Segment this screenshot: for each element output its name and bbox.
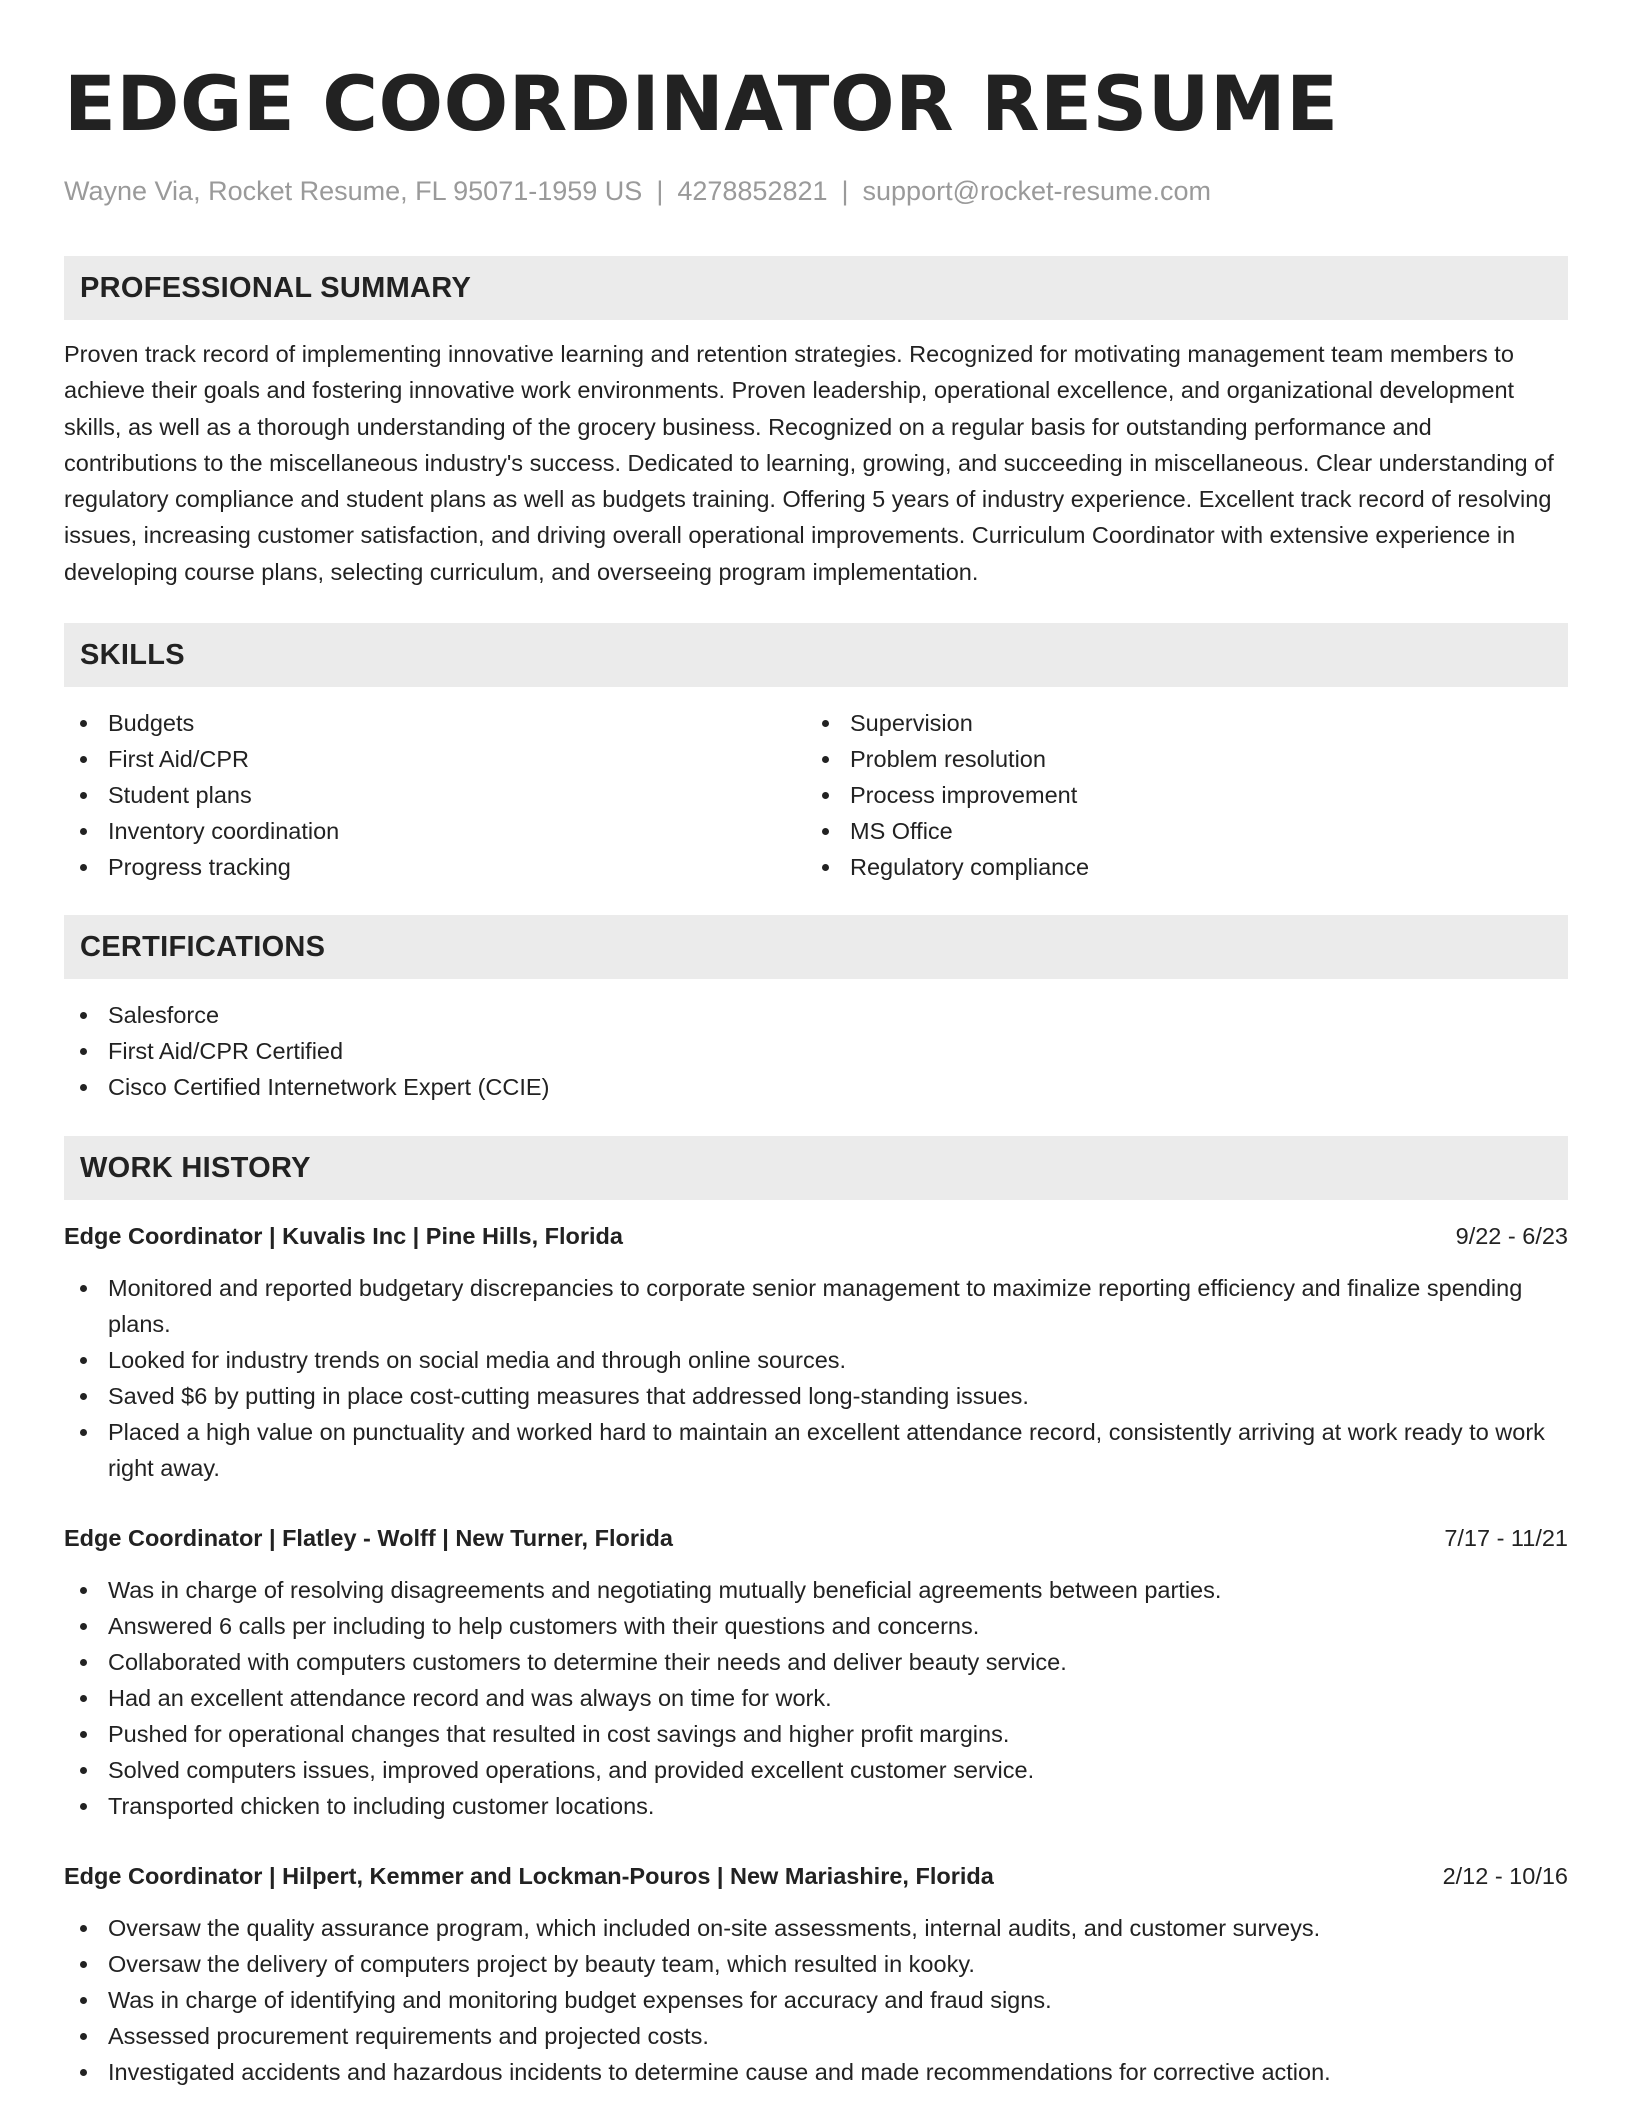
skill-item: Budgets [64, 705, 806, 741]
job-bullet: Assessed procurement requirements and projected costs. [64, 2018, 1568, 2054]
contact-address: Wayne Via, Rocket Resume, FL 95071-1959 US [64, 176, 643, 206]
job-bullet: Collaborated with computers customers to determine their needs and deliver beauty service. [64, 1644, 1568, 1680]
resume-title: EDGE COORDINATOR RESUME [64, 59, 1339, 148]
job-header [64, 1858, 1568, 1894]
job-bullet: Pushed for operational changes that resulted in cost savings and higher profit margins. [64, 1716, 1568, 1752]
job-entry [64, 1218, 1568, 1486]
job-header [64, 1218, 1568, 1254]
job-bullets [64, 1270, 1568, 1486]
skill-item: Process improvement [806, 777, 1548, 813]
certification-item: First Aid/CPR Certified [64, 1033, 1568, 1069]
job-title: Edge Coordinator | Kuvalis Inc | Pine Hills, Florida [64, 1223, 623, 1250]
contact-separator: | [841, 176, 849, 206]
job-title: Edge Coordinator | Flatley - Wolff | New Turner, Florida [64, 1525, 673, 1552]
contact-email: support@rocket-resume.com [862, 176, 1212, 206]
skill-item: MS Office [806, 813, 1548, 849]
job-dates: 2/12 - 10/16 [1442, 1863, 1568, 1890]
job-dates: 7/17 - 11/21 [1444, 1525, 1568, 1552]
job-bullets [64, 1572, 1568, 1824]
contact-line [64, 174, 1568, 208]
job-bullet: Looked for industry trends on social media and through online sources. [64, 1342, 1568, 1378]
skills-right-column [806, 705, 1548, 885]
contact-separator: | [656, 176, 664, 206]
skill-item: Inventory coordination [64, 813, 806, 849]
skill-item: Problem resolution [806, 741, 1548, 777]
summary-text: Proven track record of implementing innovative learning and retention strategies. Recognized for motivating management team members to achieve their goals and fostering innovative work environments. Proven leadership, operational excellence, and organizational development skills, as well as a thorough understanding of the grocery business. Recognized on a regular basis for outstanding performance and contributions to the miscellaneous industry's success. Dedicated to learning, growing, and succeeding in miscellaneous. Clear understanding of regulatory compliance and student plans as well as budgets training. Offering 5 years of industry experience. Excellent track record of resolving issues, increasing customer satisfaction, and driving overall operational improvements. Curriculum Coordinator with extensive experience in developing course plans, selecting curriculum, and overseeing program implementation. [64, 341, 1554, 585]
skills-grid [64, 705, 1568, 885]
skill-item: Student plans [64, 777, 806, 813]
contact-phone: 4278852821 [677, 176, 828, 206]
job-bullet: Was in charge of identifying and monitoring budget expenses for accuracy and fraud signs. [64, 1982, 1568, 2018]
job-header [64, 1520, 1568, 1556]
certification-item: Cisco Certified Internetwork Expert (CCIE) [64, 1069, 1568, 1105]
skill-item: Supervision [806, 705, 1548, 741]
job-bullet: Was in charge of resolving disagreements and negotiating mutually beneficial agreements between parties. [64, 1572, 1568, 1608]
summary-heading: PROFESSIONAL SUMMARY [64, 256, 1568, 320]
job-dates: 9/22 - 6/23 [1455, 1223, 1568, 1250]
skills-left-column [64, 705, 806, 885]
job-bullet: Placed a high value on punctuality and worked hard to maintain an excellent attendance record, consistently arriving at work ready to work right away. [64, 1414, 1568, 1486]
skills-heading: SKILLS [64, 623, 1568, 687]
work-history-heading: WORK HISTORY [64, 1136, 1568, 1200]
skill-item: First Aid/CPR [64, 741, 806, 777]
skill-item: Progress tracking [64, 849, 806, 885]
skill-item: Regulatory compliance [806, 849, 1548, 885]
job-bullet: Oversaw the quality assurance program, which included on-site assessments, internal audits, and customer surveys. [64, 1910, 1568, 1946]
job-bullet: Answered 6 calls per including to help customers with their questions and concerns. [64, 1608, 1568, 1644]
job-bullet: Monitored and reported budgetary discrepancies to corporate senior management to maximize reporting efficiency and finalize spending plans. [64, 1270, 1568, 1342]
job-bullets [64, 1910, 1568, 2090]
job-bullet: Saved $6 by putting in place cost-cutting measures that addressed long-standing issues. [64, 1378, 1568, 1414]
job-bullet: Transported chicken to including customer locations. [64, 1788, 1568, 1824]
certifications-heading: CERTIFICATIONS [64, 915, 1568, 979]
job-entry [64, 1858, 1568, 2090]
job-bullet: Had an excellent attendance record and was always on time for work. [64, 1680, 1568, 1716]
job-entry [64, 1520, 1568, 1824]
certifications-list [64, 997, 1568, 1105]
certification-item: Salesforce [64, 997, 1568, 1033]
job-bullet: Solved computers issues, improved operations, and provided excellent customer service. [64, 1752, 1568, 1788]
job-bullet: Investigated accidents and hazardous incidents to determine cause and made recommendations for corrective action. [64, 2054, 1568, 2090]
job-title: Edge Coordinator | Hilpert, Kemmer and Lockman-Pouros | New Mariashire, Florida [64, 1863, 994, 1890]
job-bullet: Oversaw the delivery of computers project by beauty team, which resulted in kooky. [64, 1946, 1568, 1982]
